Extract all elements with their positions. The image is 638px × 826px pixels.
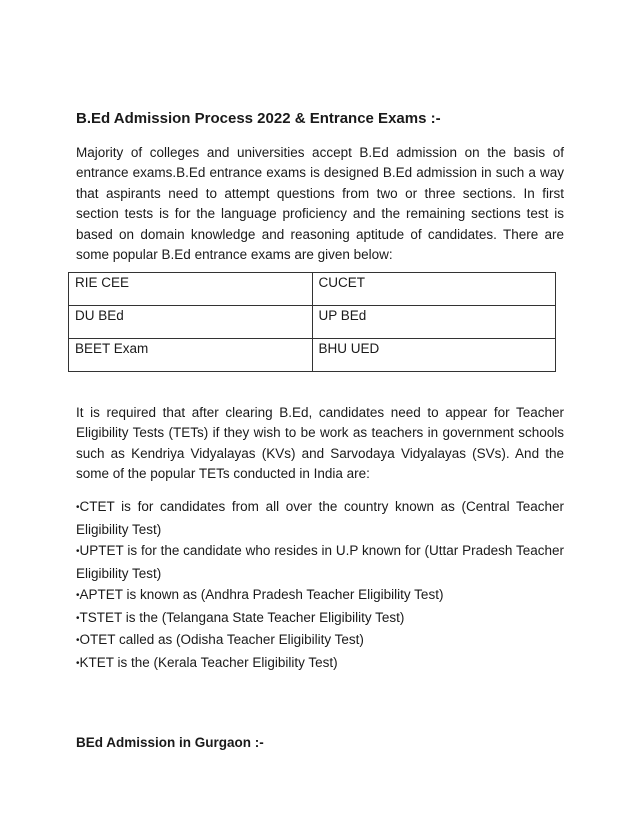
list-item: •OTET called as (Odisha Teacher Eligibility Test) [76,632,364,647]
bullet-icon: • [76,546,80,557]
list-item: •TSTET is the (Telangana State Teacher Eligibility Test) [76,609,405,625]
table-row [69,339,556,372]
bullet-icon: • [76,635,80,646]
intro-paragraph: Majority of colleges and universities accept B.Ed admission on the basis of entrance exams.B.Ed entrance exams is designed B.Ed admission in such a way that aspirants need to attempt questions from two or three sections. In first section tests is for the language proficiency and the remaining sections test is based on domain knowledge and reasoning aptitude of candidates. There are some popular B.Ed entrance exams are given below: [76,145,564,263]
table-cell: UP BEd [312,306,556,339]
table-row [69,306,556,339]
entrance-exams-table [68,272,556,372]
table-cell: BEET Exam [69,339,313,372]
gurgaon-heading: BEd Admission in Gurgaon :- [76,735,264,750]
table-cell: BHU UED [312,339,556,372]
bullet-icon: • [76,502,80,513]
list-item: •KTET is the (Kerala Teacher Eligibility Test) [76,654,338,670]
table-row [69,273,556,306]
list-item: •APTET is known as (Andhra Pradesh Teacher Eligibility Test) [76,587,444,602]
tet-paragraph: It is required that after clearing B.Ed, candidates need to appear for Teacher Eligibility Tests (TETs) if they wish to be work as teachers in government schools such as Kendriya Vidyalayas (KVs) and Sarvodaya Vidyalayas (SVs). And the some of the popular TETs conducted in India are: [76,405,564,482]
bullet-icon: • [76,612,80,624]
table-cell: CUCET [312,273,556,306]
list-item: •CTET is for candidates from all over the country known as (Central Teacher Eligibility Test) [76,499,564,537]
table-cell: DU BEd [69,306,313,339]
table-cell: RIE CEE [69,273,313,306]
bullet-icon: • [76,590,80,601]
tet-list [76,496,564,674]
section-heading: B.Ed Admission Process 2022 & Entrance Exams :- [76,110,441,127]
bullet-icon: • [76,657,80,669]
list-item: •UPTET is for the candidate who resides in U.P known for (Uttar Pradesh Teacher Eligibility Test) [76,543,564,581]
